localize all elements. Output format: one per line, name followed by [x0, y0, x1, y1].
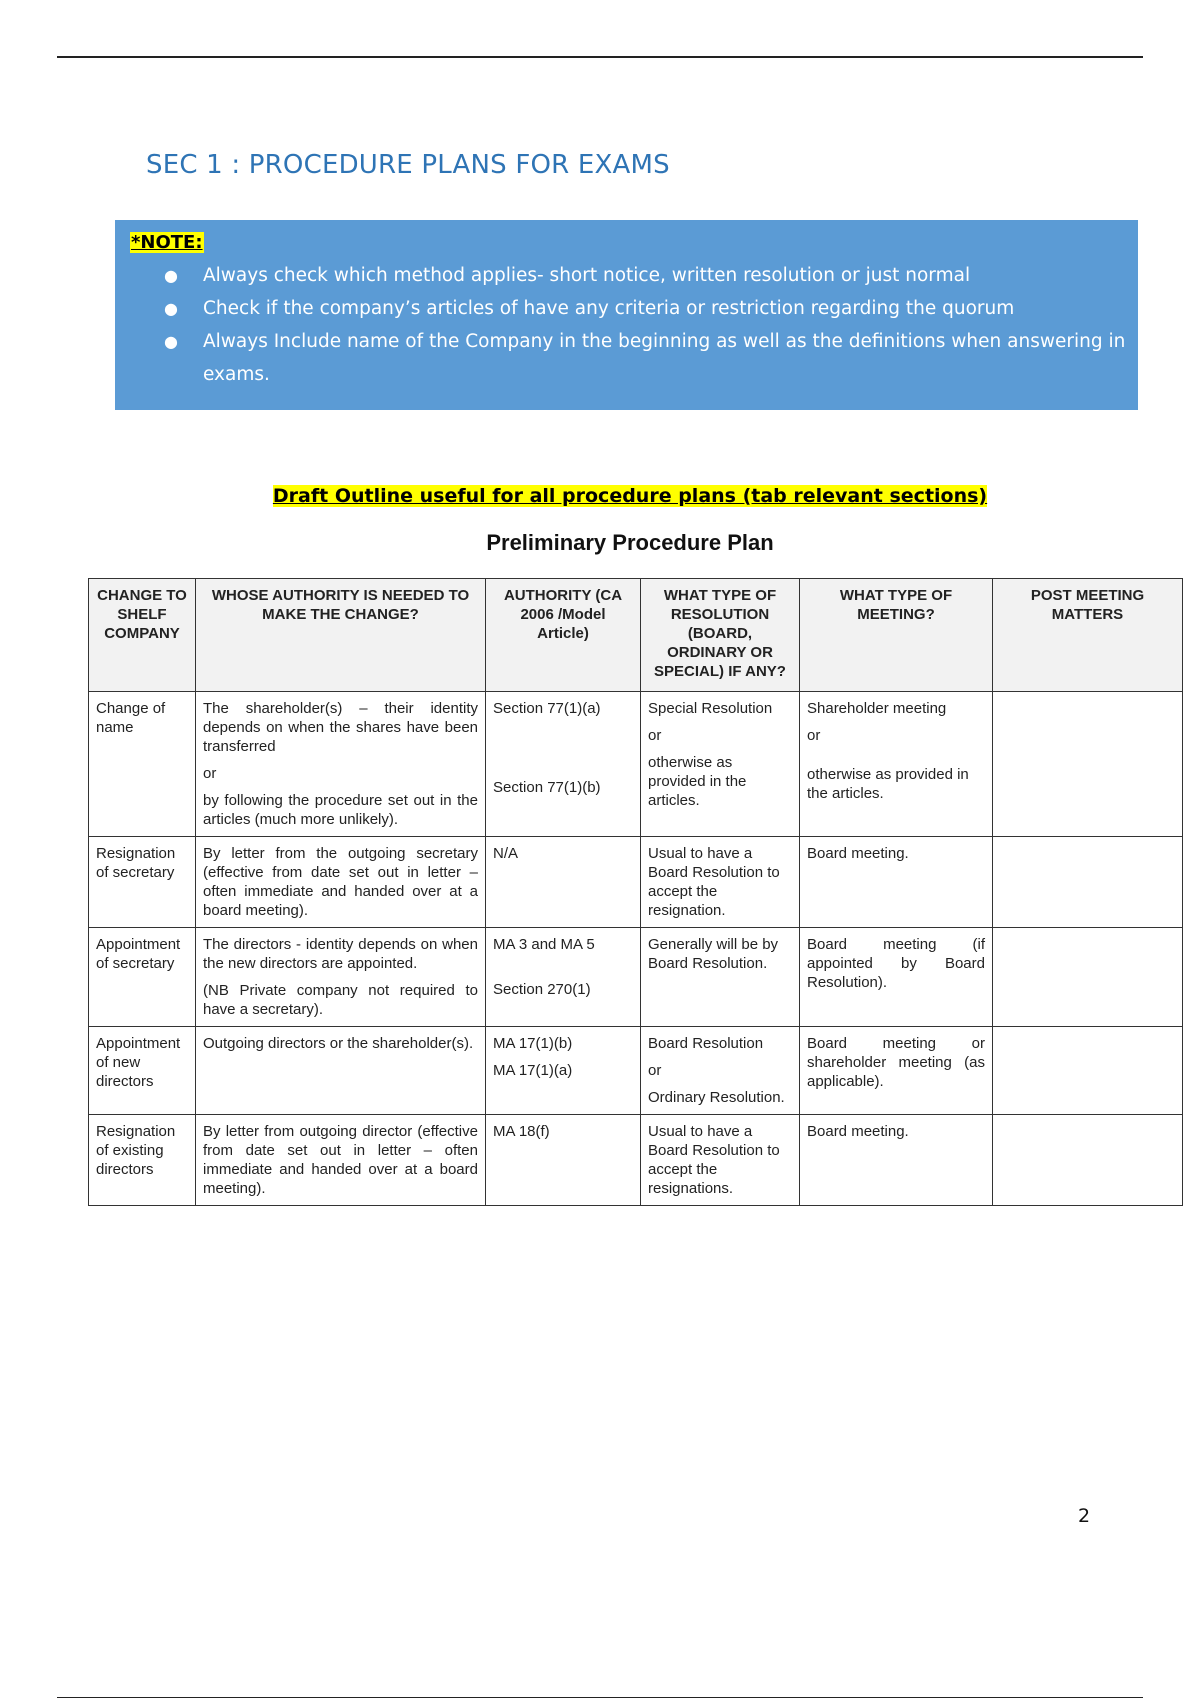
- cell-meeting: Board meeting.: [800, 1115, 993, 1206]
- header-authority: AUTHORITY (CA 2006 /Model Article): [486, 579, 641, 692]
- cell-whose: By letter from outgoing director (effective from date set out in letter – often immediate and handed over at a board meeting).: [196, 1115, 486, 1206]
- cell-meeting: Board meeting.: [800, 837, 993, 928]
- table-header-row: [89, 579, 1183, 692]
- note-item: ● Always check which method applies- short notice, written resolution or just normal: [130, 259, 1138, 292]
- cell-authority: Section 77(1)(a) Section 77(1)(b): [486, 692, 641, 837]
- cell-change: Appointment of secretary: [89, 928, 196, 1027]
- cell-change: Resignation of existing directors: [89, 1115, 196, 1206]
- cell-post-meeting: [993, 928, 1183, 1027]
- cell-change: Resignation of secretary: [89, 837, 196, 928]
- section-title: SEC 1 : PROCEDURE PLANS FOR EXAMS: [146, 150, 670, 180]
- cell-post-meeting: [993, 1027, 1183, 1115]
- note-box: [115, 220, 1138, 410]
- top-rule: [57, 56, 1143, 58]
- cell-resolution: Special Resolution or otherwise as provided in the articles.: [641, 692, 800, 837]
- bullet-icon: ●: [164, 299, 178, 318]
- cell-whose: The directors - identity depends on when the new directors are appointed. (NB Private company not required to have a secretary).: [196, 928, 486, 1027]
- cell-whose: Outgoing directors or the shareholder(s).: [196, 1027, 486, 1115]
- header-post-meeting: POST MEETING MATTERS: [993, 579, 1183, 692]
- procedure-plan-table: [88, 578, 1183, 1206]
- bottom-rule: [57, 1697, 1143, 1698]
- cell-whose: The shareholder(s) – their identity depends on when the shares have been transferred or by following the procedure set out in the articles (much more unlikely).: [196, 692, 486, 837]
- cell-resolution: Usual to have a Board Resolution to accept the resignations.: [641, 1115, 800, 1206]
- table-row: [89, 692, 1183, 837]
- header-meeting: WHAT TYPE OF MEETING?: [800, 579, 993, 692]
- table-row: [89, 1115, 1183, 1206]
- cell-meeting: Board meeting (if appointed by Board Resolution).: [800, 928, 993, 1027]
- cell-post-meeting: [993, 837, 1183, 928]
- cell-resolution: Board Resolution or Ordinary Resolution.: [641, 1027, 800, 1115]
- cell-whose: By letter from the outgoing secretary (effective from date set out in letter – often immediate and handed over at a board meeting).: [196, 837, 486, 928]
- table-row: [89, 928, 1183, 1027]
- cell-post-meeting: [993, 1115, 1183, 1206]
- cell-meeting: Shareholder meeting or otherwise as provided in the articles.: [800, 692, 993, 837]
- cell-resolution: Generally will be by Board Resolution.: [641, 928, 800, 1027]
- header-change: CHANGE TO SHELF COMPANY: [89, 579, 196, 692]
- table-row: [89, 1027, 1183, 1115]
- header-resolution: WHAT TYPE OF RESOLUTION (BOARD, ORDINARY OR SPECIAL) IF ANY?: [641, 579, 800, 692]
- cell-post-meeting: [993, 692, 1183, 837]
- note-item: ● Always Include name of the Company in the beginning as well as the definitions when answering in exams.: [130, 325, 1138, 391]
- note-item: ● Check if the company’s articles of have any criteria or restriction regarding the quorum: [130, 292, 1138, 325]
- page-number: 2: [1078, 1505, 1091, 1527]
- plan-title: Preliminary Procedure Plan: [486, 530, 774, 555]
- cell-authority: N/A: [486, 837, 641, 928]
- cell-change: Appointment of new directors: [89, 1027, 196, 1115]
- draft-outline-heading: Draft Outline useful for all procedure plans (tab relevant sections): [272, 485, 988, 507]
- cell-authority: MA 18(f): [486, 1115, 641, 1206]
- cell-authority: MA 3 and MA 5 Section 270(1): [486, 928, 641, 1027]
- cell-resolution: Usual to have a Board Resolution to accept the resignation.: [641, 837, 800, 928]
- note-list: [130, 259, 1138, 391]
- table-row: [89, 837, 1183, 928]
- note-label: *NOTE:: [131, 232, 203, 253]
- cell-meeting: Board meeting or shareholder meeting (as applicable).: [800, 1027, 993, 1115]
- bullet-icon: ●: [164, 332, 178, 351]
- header-whose-authority: WHOSE AUTHORITY IS NEEDED TO MAKE THE CHANGE?: [196, 579, 486, 692]
- bullet-icon: ●: [164, 266, 178, 285]
- cell-authority: MA 17(1)(b) MA 17(1)(a): [486, 1027, 641, 1115]
- cell-change: Change of name: [89, 692, 196, 837]
